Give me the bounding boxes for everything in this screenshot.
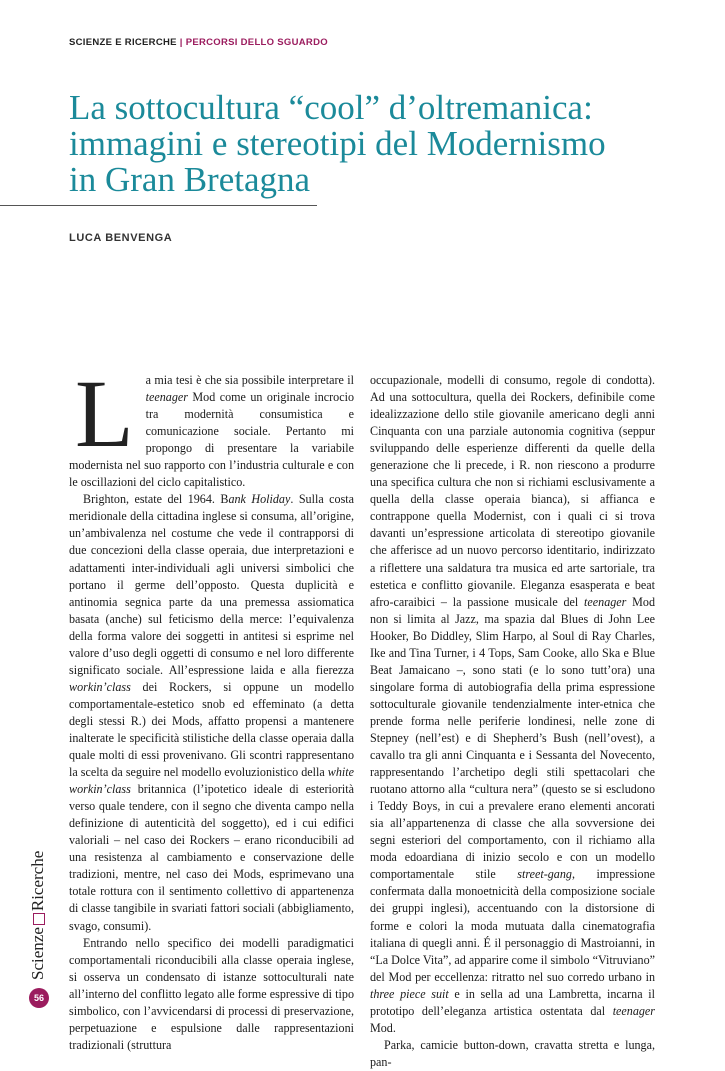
text-run: Parka, camicie button-down, cravatta stretta e lunga, pan- — [370, 1037, 655, 1069]
header-separator: | — [179, 37, 183, 48]
page-number: 56 — [29, 988, 49, 1008]
italic-text: teenager — [584, 594, 627, 609]
running-header — [69, 37, 328, 48]
title-line-2: immagini e stereotipi del Modernismo — [69, 124, 606, 163]
italic-text: workin’class — [69, 679, 131, 694]
article-title — [69, 90, 659, 198]
text-run: . Sulla costa meridionale della cittadina inglese si consuma, all’origine, un’ambivalenza nel costume che vede il contrapporsi di due concezioni della classe operaia, due interpretazioni e adattamenti inter-individuali agli universi simbolici che portano il germe dell’opposto. Questa duplicità e antinomia segnica parte da una premessa assiomatica basata (anche) sul feticismo della merce: l’equivalenza della forma valore dei soggetti in antitesi si esprime nel valore d’uso degli oggetti di consumo e nel loro differente significato sociale. All’espressione laida e alla fierezza — [69, 492, 354, 677]
paragraph — [69, 360, 354, 491]
text-run: Mod. — [370, 1020, 396, 1035]
text-run: Brighton, estate del 1964. B — [83, 492, 229, 507]
text-run: britannica (l’ipotetico ideale di esteriorità verso quale tendere, con il segno che diventa campo nella definizione di autenticità del soggetto), ed i cui edifici valoriali – nel caso dei Rockers – erano riconducibili ad una resistenza al cambiamento e conservazione delle tradizioni, mentre, nel caso dei Mods, esprimevano una totale rottura con il sentimento collettivo di appartenenza di classe tangibile in svariati fattori sociali (abbigliamento, svago, consumi). — [69, 782, 354, 933]
italic-text: three piece suit — [370, 986, 449, 1001]
journal-brand-text — [28, 820, 50, 980]
title-line-1: La sottocultura “cool” d’oltremanica: — [69, 88, 593, 127]
text-run: Entrando nello specifico dei modelli paradigmatici comportamentali riconducibili alla classe operaia inglese, si osserva un condensato di istanze sottoculturali nate all’interno del conflitto legato alle forme espressive di tipo simbolico, con l’avvicendarsi di processi di preservazione, perpetuazione e espulsione dalle rappresentazioni tradizionali (struttura — [69, 935, 354, 1052]
text-run: occupazionale, modelli di consumo, regole di condotta). Ad una sottocultura, quella dei Rockers, definibile come idealizzazione dello stile giovanile americano degli anni Cinquanta con una parziale autonomia cognitiva (seppur sviluppando delle esperienze differenti da quelle della generazione che li precede, i R. non riescono a produrre una specifica cultura che non si richiami esclusivamente a quella della classe operaia bianca), si affianca e contrappone quella Modernist, con i quali ci si trova davanti un’espressione articolata di stereotipo giovanile che afferisce ad un nuovo percorso identitario, indirizzato a riflettere una saldatura tra musica ed arte sartoriale, tra estetica e conflitto giovanile. Eleganza esasperata e beat afro-caraibici – la passione musicale del — [370, 373, 655, 609]
italic-text: ank Holiday — [228, 492, 291, 507]
journal-logo-icon — [33, 913, 45, 925]
author-name: LUCA BENVENGA — [69, 232, 173, 244]
text-run: dei Rockers, si oppune un modello comportamentale-estetico snob ed effeminato (a detta degli stessi R.) dei Mods, affatto propensi a mantenere inalterate le specificità stilistiche della classe operaia dalla quale molti di essi provenivano. Gli scontri rappresentano la scelta da seguire nel modello evoluzionistico della — [69, 679, 354, 780]
text-run: e in sella ad una Lambretta, incarna il prototipo dell’eleganza artistica ostentata dal — [370, 986, 655, 1018]
brand-part-2: Ricerche — [28, 850, 47, 912]
text-column-right — [370, 372, 655, 1071]
italic-text: street-gang — [517, 867, 572, 882]
text-run: , impressione confermata dalla monoetnicità della composizione sociale dei gruppi inglesi), accentuando con la distorsione di forme e colori la moda mutuata dalla cinematografia italiana di quegli anni. É il personaggio di Mastroianni, in “La Dolce Vita”, ad apparire come il simbolo “Vitruviano” del Mod per eccellenza: ritratto nel suo corredo urbano in — [370, 867, 655, 984]
drop-cap: L — [75, 360, 134, 467]
paragraph — [69, 935, 354, 1054]
header-subsection: PERCORSI DELLO SGUARDO — [185, 37, 328, 48]
text-run: Mod come un originale incrocio tra modernità consumistica e comunicazione sociale. Pertanto mi propongo di presentare la variabile modernista nel suo rapporto con l’industria culturale e con le oscillazioni del ciclo capitalistico. — [69, 390, 354, 490]
paragraph — [370, 372, 655, 1037]
italic-text: teenager — [145, 390, 188, 405]
italic-text: white workin’class — [69, 765, 354, 797]
italic-text: teenager — [612, 1003, 655, 1018]
text-run: a mia tesi è che sia possibile interpretare il — [145, 373, 354, 387]
header-section: SCIENZE E RICERCHE — [69, 37, 177, 48]
text-column-left — [69, 360, 354, 1054]
paragraph — [370, 1037, 655, 1071]
journal-brand — [28, 820, 50, 980]
title-line-3: in Gran Bretagna — [69, 160, 311, 199]
title-rule — [0, 205, 317, 206]
paragraph — [69, 491, 354, 934]
brand-part-1: Scienze — [28, 927, 47, 980]
text-run: Mod non si limita al Jazz, ma spazia dal Blues di John Lee Hooker, Bo Diddley, Slim Harpo, al Soul di Ray Charles, Ike and Tina Turner, i 4 Tops, Sam Cooke, allo Ska e Blue Beat Jamaicano –, sono stati (e lo sono tutt’ora) una singolare forma di autobiografia della prima espressione sottoculturale giovanile tendenzialmente inter-etnica che prende forma nelle periferie londinesi, nelle zone di Stepney (nell’est) e di Shepherd’s Bush (nell’ovest), a cavallo tra gli anni Cinquanta e i Sessanta del Novecento, rappresentando l’archetipo degli stili spettacolari che ruotano attorno alla “cultura nera” (questo se si escludono i Teddy Boys, in cui a prevalere erano elementi ancorati sia all’appartenenza di classe che alla sovversione dei segni esteriori del comportamento, con il richiamo alla moda edoardiana di inizio secolo e con un modello comportamentale stile — [370, 594, 655, 882]
